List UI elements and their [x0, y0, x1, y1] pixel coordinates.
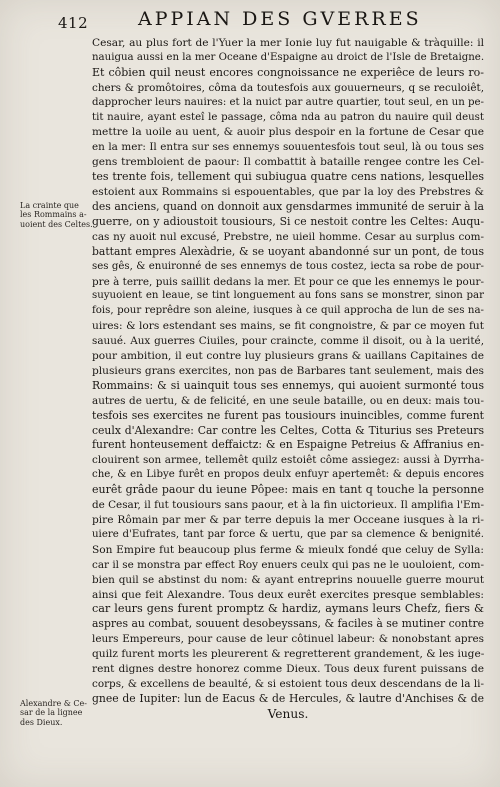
- text-line: cas ny auoit nul excusé, Prebstre, ne uieil homme. Cesar au surplus com-: [92, 230, 484, 243]
- text-line: pre à terre, puis saillit dedans la mer. Et pour ce que les ennemys le pour-: [92, 275, 484, 288]
- text-line: uiere d'Eufrates, tant par force & uertu, que par sa clemence & benignité.: [92, 528, 484, 540]
- text-line: ainsi que feit Alexandre. Tous deux eurêt exercites presque semblables:: [92, 588, 484, 601]
- text-line: Son Empire fut beaucoup plus ferme & mieulx fondé que celuy de Sylla:: [92, 543, 484, 556]
- text-line: eurêt grâde paour du ieune Pôpee: mais en tant q touche la personne: [92, 483, 484, 497]
- text-line: dapprocher leurs nauires: et la nuict par autre quartier, tout seul, en un pe-: [92, 96, 484, 108]
- margin-note: [20, 201, 93, 229]
- text-line: ses gês, & enuironné de ses ennemys de tous costez, iecta sa robe de pour-: [92, 260, 484, 272]
- text-line: uires: & lors estendant ses mains, se fit congnoistre, & par ce moyen fut: [92, 320, 484, 333]
- text-line: nauigua aussi en la mer Oceane d'Espaigne au droict de l'Isle de Bretaigne.: [92, 51, 484, 63]
- text-line: autres de uertu, & de felicité, en une seule bataille, ou en deux: mais tou-: [92, 394, 484, 407]
- text-line: fois, pour reprêdre son aleine, iusques à ce quil approcha de lun de ses na-: [92, 305, 484, 317]
- text-line: en la mer: Il entra sur ses ennemys souuentesfois tout seul, là ou tous ses: [92, 141, 484, 154]
- text-line: guerre, on y adioustoit tousiours, Si ce nestoit contre les Celtes: Auqu-: [92, 214, 484, 228]
- text-line: Cesar, au plus fort de l'Yuer la mer Ionie luy fut nauigable & tràquille: il: [92, 37, 484, 49]
- text-line: tesfois ses exercites ne furent pas tousiours inuincibles, comme furent: [92, 408, 484, 422]
- margin-note-line: Alexandre & Ce-: [20, 699, 87, 708]
- text-line: leurs Empereurs, pour cause de leur côtinuel labeur: & nonobstant apres: [92, 633, 484, 646]
- text-line: tit nauire, ayant esteî le passage, côma nda au patron du nauire quil deust: [92, 111, 484, 123]
- text-line: sauué. Aux guerres Ciuiles, pour craincte, comme il disoit, ou à la uerité,: [92, 335, 484, 348]
- text-line: Rommains: & si uainquit tous ses ennemys, qui auoient surmonté tous: [92, 378, 484, 392]
- text-line: battant empres Alexàdrie, & se uoyant abandonné sur un pont, de tous: [92, 244, 484, 258]
- text-line: che, & en Libye furêt en propos deulx enfuyr apertemêt: & depuis encores: [92, 469, 484, 481]
- text-line: pire Rômain par mer & par terre depuis la mer Occeane iusques à la ri-: [92, 514, 484, 526]
- text-line: gens trembloient de paour: Il combattit à bataille rengee contre les Cel-: [92, 156, 484, 169]
- margin-note-line: uoient des Celtes.: [20, 219, 93, 229]
- text-line: rent dignes destre honorez comme Dieux. Tous deux furent puissans de: [92, 663, 484, 676]
- page-number: 412: [58, 14, 89, 32]
- text-line: ceulx d'Alexandre: Car contre les Celtes, Cotta & Titurius ses Preteurs: [92, 423, 484, 437]
- text-line: car leurs gens furent promptz & hardiz, aymans leurs Chefz, fiers &: [92, 602, 484, 616]
- text-line: suyuoient en leaue, se tint longuement au fons sans se monstrer, sinon par: [92, 290, 484, 302]
- running-title: APPIAN DES GVERRES: [138, 8, 422, 30]
- text-line: Venus.: [267, 706, 309, 721]
- text-line: corps, & excellens de beaulté, & si estoient tous deux descendans de la li-: [92, 677, 484, 690]
- text-line: mettre la uoile au uent, & auoir plus despoir en la fortune de Cesar que: [92, 126, 484, 139]
- body-text: [92, 36, 484, 722]
- text-line: des anciens, quand on donnoit aux gensdarmes immunité de seruir à la: [92, 199, 484, 213]
- margin-note-line: sar de la lignee: [20, 708, 83, 718]
- text-line: chers & promôtoires, côma da toutesfois aux gouuerneurs, q se reculoiêt,: [92, 81, 484, 94]
- margin-note-line: les Rommains a-: [20, 210, 87, 220]
- text-line: aspres au combat, souuent desobeyssans, & faciles à se mutiner contre: [92, 617, 484, 631]
- text-line: furent honteusement deffaictz: & en Espaigne Petreius & Affranius en-: [92, 438, 484, 452]
- text-line: estoient aux Rommains si espouentables, que par la loy des Prebstres &: [92, 186, 484, 199]
- text-line: clouirent son armee, tellemêt quilz estoiêt côme assiegez: aussi à Dyrrha-: [92, 454, 484, 467]
- text-line: pour ambition, il eut contre luy plusieurs grans & uaillans Capitaines de: [92, 350, 484, 363]
- text-line: car il se monstra par effect Roy enuers ceulx qui pas ne le uouloient, com-: [92, 558, 484, 571]
- text-line: Et côbien quil neust encores congnoissance ne experiêce de leurs ro-: [92, 65, 484, 79]
- text-line: gnee de Iupiter: lun de Eacus & de Hercules, & lautre d'Anchises & de: [92, 691, 484, 705]
- page-header: [58, 6, 490, 36]
- text-line: quilz furent morts les pleurerent & regretterent grandement, & les iuge-: [92, 648, 484, 661]
- text-line: de Cesar, il fut tousiours sans paour, et à la fin uictorieux. Il amplifia l'Em-: [92, 499, 484, 512]
- margin-note-line: La crainte que: [20, 201, 79, 210]
- text-line: tes trente fois, tellement qui subiugua quatre cens nations, lesquelles: [92, 170, 484, 184]
- text-line: bien quil se abstinst du nom: & ayant entreprins nouuelle guerre mourut: [92, 573, 484, 586]
- margin-note: [20, 699, 90, 727]
- margin-note-line: des Dieux.: [20, 717, 63, 727]
- text-line: plusieurs grans exercites, non pas de Barbares tant seulement, mais des: [92, 364, 484, 377]
